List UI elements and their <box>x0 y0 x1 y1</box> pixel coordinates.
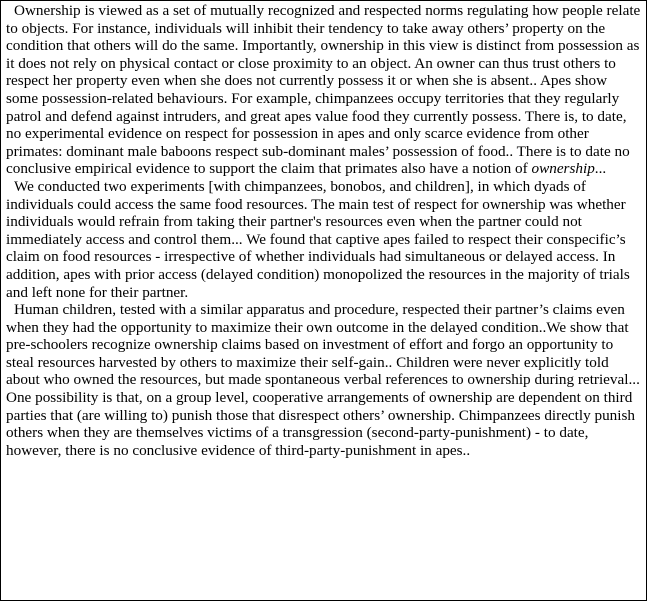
paragraph-1-text: Ownership is viewed as a set of mutually recognized and respected norms regulating how people relate to objects. For instance, individuals will inhibit their tendency to take away others’ property on the condition that others will do the same. Importantly, ownership in this view is distinct from possession as it does not rely on physical contact or close proximity to an object. An owner can thus trust others to respect her property even when she does not currently possess it or when she is absent.. Apes show some possession-related behaviours. For example, chimpanzees occupy territories that they regularly patrol and defend against intruders, and great apes value food they currently possess. There is, to date, no experimental evidence on respect for possession in apes and only scarce evidence from other primates: dominant male baboons respect sub-dominant males’ possession of food.. There is to date no conclusive empirical evidence to support the claim that primates also have a notion of <box>6 2 641 178</box>
paragraph-1-tail: ... <box>594 160 607 178</box>
paragraph-2 <box>6 178 642 301</box>
paragraph-3-text: Human children, tested with a similar apparatus and procedure, respected their partner’s claims even when they had the opportunity to maximize their own outcome in the delayed condition..We show that pre-schoolers recognize ownership claims based on investment of effort and forgo an opportunity to steal resources harvested by others to maximize their self-gain.. Children were never explicitly told about who owned the resources, but made spontaneous verbal references to ownership during retrieval... One possibility is that, on a group level, cooperative arrangements of ownership are dependent on third parties that (are willing to) punish those that disrespect others’ ownership. Chimpanzees directly punish others when they are themselves victims of a transgression (second-party-punishment) - to date, however, there is no conclusive evidence of third-party-punishment in apes.. <box>6 301 640 459</box>
paragraph-1-emphasis: ownership <box>531 160 595 178</box>
paragraph-3 <box>6 301 642 459</box>
paragraph-2-text: We conducted two experiments [with chimpanzees, bonobos, and children], in which dyads of individuals could access the same food resources. The main test of respect for ownership was whether individuals would refrain from taking their partner's resources even when the partner could not immediately access and control them... We found that captive apes failed to respect their conspecific’s claim on food resources - irrespective of whether individuals had simultaneous or delayed access. In addition, apes with prior access (delayed condition) monopolized the resources in the majority of trials and left none for their partner. <box>6 177 630 301</box>
paragraph-1 <box>6 2 642 178</box>
